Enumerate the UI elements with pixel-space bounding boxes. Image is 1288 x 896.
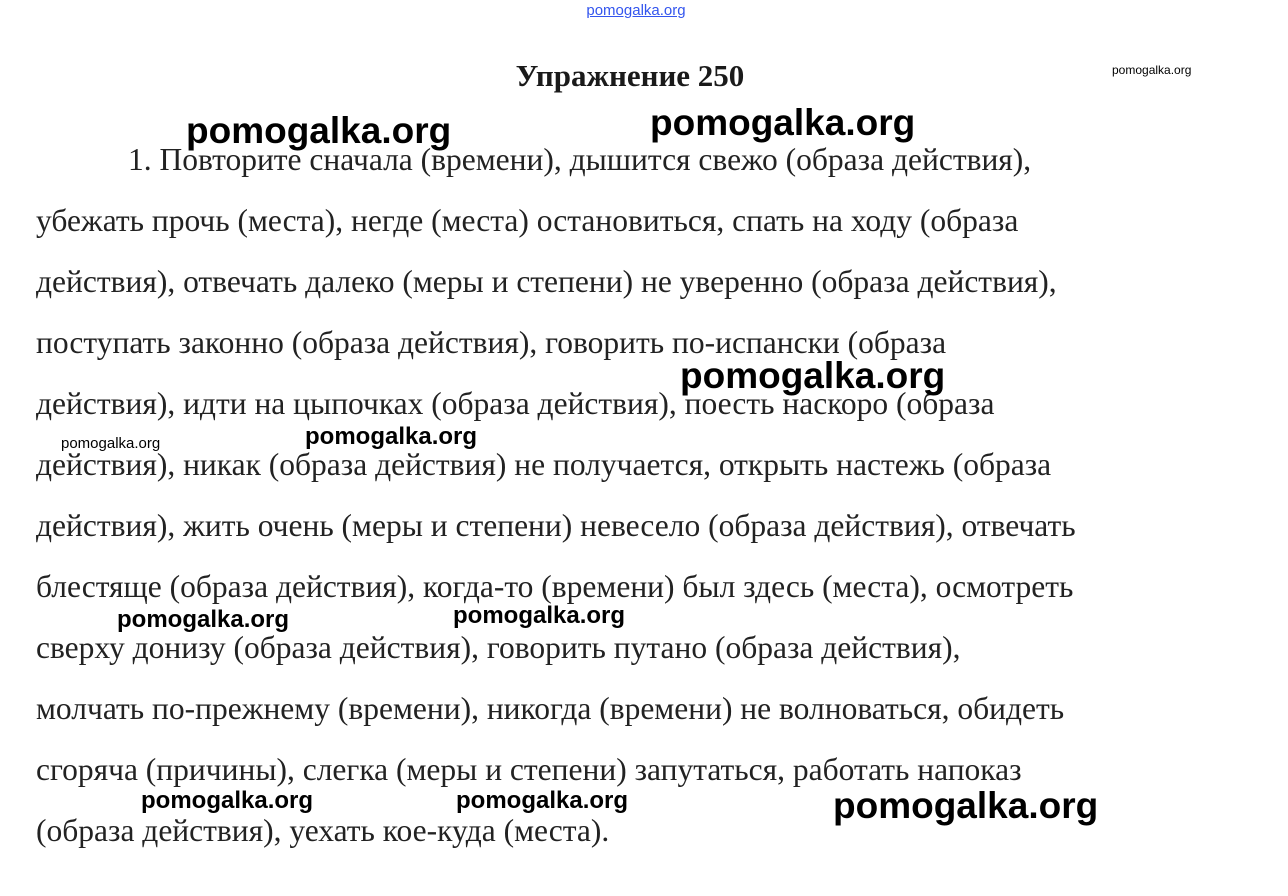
exercise-line: 1. Повторите сначала (времени), дышится свежо (образа действия), [128, 142, 1032, 177]
site-header-link[interactable]: pomogalka.org [586, 2, 686, 19]
watermark: pomogalka.org [1112, 63, 1192, 77]
exercise-line: блестяще (образа действия), когда-то (времени) был здесь (места), осмотреть [36, 569, 1074, 604]
watermark: pomogalka.org [186, 110, 452, 151]
exercise-text [36, 129, 1226, 861]
exercise-line: действия), отвечать далеко (меры и степени) не уверенно (образа действия), [36, 264, 1057, 299]
exercise-line: поступать законно (образа действия), говорить по-испански (образа [36, 325, 947, 360]
exercise-line: действия), никак (образа действия) не получается, открыть настежь (образа [36, 447, 1052, 482]
watermark: pomogalka.org [453, 602, 626, 629]
watermark: pomogalka.org [680, 355, 946, 396]
exercise-line: действия), идти на цыпочках (образа действия), поесть наскоро (образа [36, 386, 995, 421]
watermark: pomogalka.org [650, 102, 916, 143]
exercise-line: убежать прочь (места), негде (места) остановиться, спать на ходу (образа [36, 203, 1019, 238]
exercise-line: (образа действия), уехать кое-куда (места). [36, 813, 610, 848]
watermark: pomogalka.org [61, 435, 161, 452]
watermark: pomogalka.org [456, 787, 629, 814]
exercise-line: сгоряча (причины), слегка (меры и степени) запутаться, работать напоказ [36, 752, 1022, 787]
watermark: pomogalka.org [305, 423, 478, 450]
exercise-line: молчать по-прежнему (времени), никогда (времени) не волноваться, обидеть [36, 691, 1065, 726]
exercise-title: Упражнение 250 [515, 58, 745, 93]
watermark: pomogalka.org [117, 606, 290, 633]
watermark: pomogalka.org [141, 787, 314, 814]
exercise-line: действия), жить очень (меры и степени) невесело (образа действия), отвечать [36, 508, 1076, 543]
watermark: pomogalka.org [833, 785, 1099, 826]
exercise-line: сверху донизу (образа действия), говорить путано (образа действия), [36, 630, 961, 665]
